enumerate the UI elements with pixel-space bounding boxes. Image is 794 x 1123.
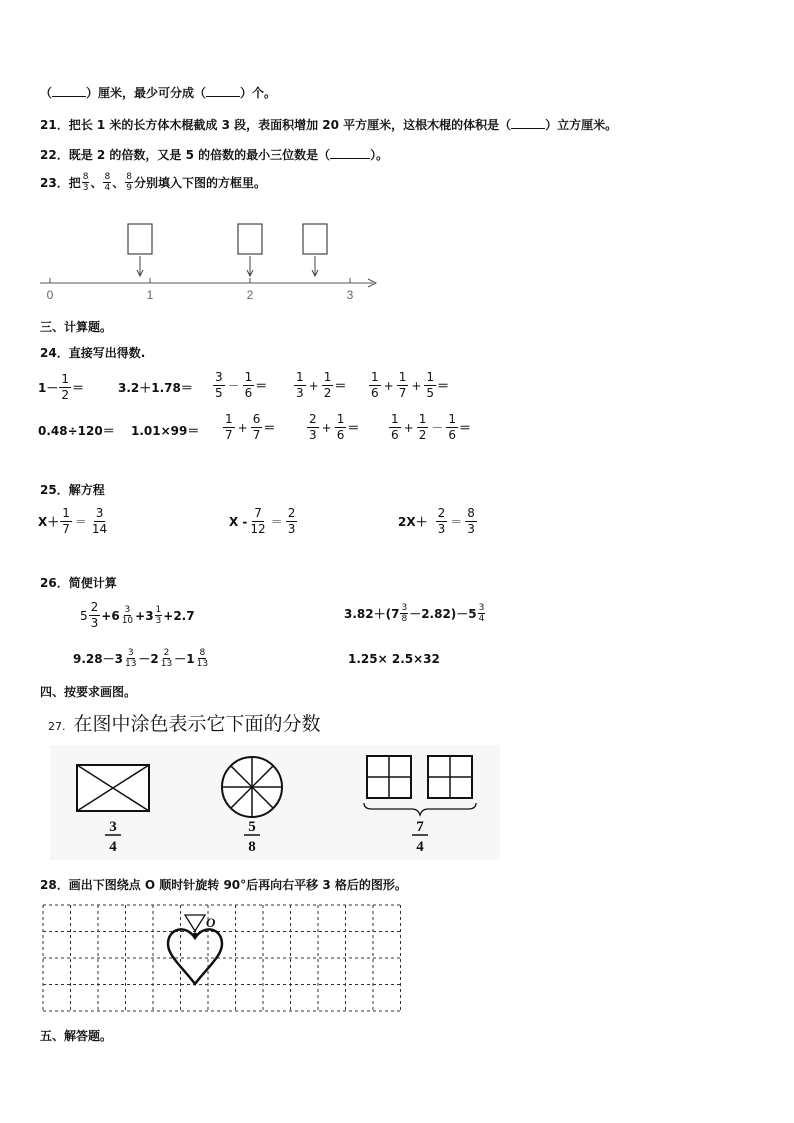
calc-a2: 3.2＋1.78＝ bbox=[118, 381, 193, 395]
section-5-heading: 五、解答题。 bbox=[40, 1029, 113, 1043]
question-27: 27. 在图中涂色表示它下面的分数 bbox=[48, 713, 321, 735]
fraction: $\frac{1}{3}$ bbox=[155, 605, 162, 626]
fraction: $\frac{8}{4}$ bbox=[104, 172, 111, 193]
question-23: 23． 把 $\frac{8}{3}$ 、 $\frac{8}{4}$ 、 $\frac{8}{9}$ 分别填入下图的方框里。 bbox=[40, 172, 266, 193]
equation-1: X＋ $\frac{1}{7}$ ＝ $\frac{3}{14}$ bbox=[38, 506, 108, 536]
fraction: $\frac{1}{6}$ bbox=[371, 370, 379, 400]
calc-a3: $\frac{3}{5}$ － $\frac{1}{6}$ ＝ bbox=[215, 370, 268, 400]
fraction: $\frac{3}{4}$ bbox=[478, 603, 485, 624]
fraction: $\frac{8}{13}$ bbox=[196, 648, 209, 669]
fraction: $\frac{1}{6}$ bbox=[391, 412, 399, 442]
tick-label-3: 3 bbox=[346, 288, 354, 302]
fraction: $\frac{1}{2}$ bbox=[418, 412, 427, 442]
equation-3: 2X＋ $\frac{2}{3}$ ＝ $\frac{8}{3}$ bbox=[398, 506, 475, 536]
question-21: 21．把长 1 米的长方体木棍截成 3 段，表面积增加 20 平方厘米，这根木棍的体积是（ ）立方厘米。 bbox=[40, 118, 618, 132]
tick-label-0: 0 bbox=[46, 288, 54, 302]
answer-box-3[interactable] bbox=[303, 224, 327, 254]
calc-b5: $\frac{1}{6}$ + $\frac{1}{2}$ － $\frac{1}{6}$ ＝ bbox=[391, 412, 472, 442]
calc-b2: 1.01×99＝ bbox=[131, 424, 200, 438]
fraction: $\frac{1}{6}$ bbox=[336, 412, 345, 442]
label-7-4-den: 4 bbox=[416, 839, 424, 855]
fraction: $\frac{1}{7}$ bbox=[62, 506, 70, 536]
fraction: $\frac{8}{9}$ bbox=[126, 172, 132, 193]
fraction: $\frac{8}{3}$ bbox=[82, 172, 89, 193]
fraction: $\frac{2}{3}$ bbox=[287, 506, 296, 536]
calc-b3: $\frac{1}{7}$ + $\frac{6}{7}$ ＝ bbox=[225, 412, 276, 442]
fraction: $\frac{1}{3}$ bbox=[296, 370, 304, 400]
fraction: $\frac{1}{6}$ bbox=[244, 370, 253, 400]
q20-tail: （ ）厘米，最少可分成（ ）个。 bbox=[40, 86, 277, 100]
calc-a1: 1－ $\frac{1}{2}$ ＝ bbox=[38, 372, 85, 402]
label-5-8-num: 5 bbox=[248, 819, 256, 835]
tick-label-2: 2 bbox=[246, 288, 254, 302]
answer-box-2[interactable] bbox=[238, 224, 262, 254]
question-25: 25．解方程 bbox=[40, 483, 105, 497]
fraction: $\frac{8}{3}$ bbox=[467, 506, 475, 536]
section-4-heading: 四、按要求画图。 bbox=[40, 685, 137, 699]
label-3-4-num: 3 bbox=[109, 819, 117, 835]
square-shape-2[interactable] bbox=[428, 756, 472, 798]
fraction: $\frac{2}{3}$ bbox=[90, 600, 99, 630]
answer-blank[interactable] bbox=[330, 147, 370, 159]
simplify-2: 3.82＋(7 $\frac{3}{8}$ －2.82)－5 $\frac{3}{4}$ bbox=[344, 603, 485, 624]
dashed-grid-figure bbox=[40, 902, 406, 1016]
circle-shape[interactable] bbox=[222, 757, 282, 817]
answer-blank[interactable] bbox=[511, 117, 545, 129]
calc-b4: $\frac{2}{3}$ + $\frac{1}{6}$ ＝ bbox=[309, 412, 360, 442]
section-3-heading: 三、计算题。 bbox=[40, 320, 113, 334]
fraction: $\frac{3}{10}$ bbox=[121, 605, 134, 626]
tick-label-1: 1 bbox=[146, 288, 154, 302]
simplify-3: 9.28－3 $\frac{3}{13}$ －2 $\frac{2}{13}$ －1 $\frac{8}{13}$ bbox=[73, 648, 209, 669]
answer-box-1[interactable] bbox=[128, 224, 152, 254]
fraction: $\frac{6}{7}$ bbox=[252, 412, 261, 442]
fraction: $\frac{7}{12}$ bbox=[250, 506, 266, 536]
fraction: $\frac{3}{13}$ bbox=[124, 648, 137, 669]
fraction: $\frac{1}{2}$ bbox=[61, 372, 69, 402]
label-3-4-den: 4 bbox=[109, 839, 117, 855]
fraction: $\frac{3}{8}$ bbox=[401, 603, 408, 624]
fraction: $\frac{1}{2}$ bbox=[323, 370, 332, 400]
question-28: 28．画出下图绕点 O 顺时针旋转 90°后再向右平移 3 格后的图形。 bbox=[40, 878, 407, 892]
answer-blank[interactable] bbox=[206, 85, 240, 97]
equation-2: X - $\frac{7}{12}$ ＝ $\frac{2}{3}$ bbox=[229, 506, 296, 536]
fraction: $\frac{1}{5}$ bbox=[426, 370, 435, 400]
fraction: $\frac{1}{6}$ bbox=[448, 412, 456, 442]
fraction: $\frac{3}{14}$ bbox=[91, 506, 108, 536]
label-5-8-den: 8 bbox=[248, 839, 256, 855]
question-24: 24．直接写出得数. bbox=[40, 346, 146, 360]
fraction-shapes-figure bbox=[50, 745, 500, 860]
dashed-grid bbox=[43, 905, 401, 1011]
question-26: 26．简便计算 bbox=[40, 576, 117, 590]
simplify-1: 5 $\frac{2}{3}$ +6 $\frac{3}{10}$ +3 $\frac{1}{3}$ +2.7 bbox=[80, 600, 195, 630]
fraction: $\frac{2}{13}$ bbox=[160, 648, 173, 669]
fraction: $\frac{3}{5}$ bbox=[215, 370, 223, 400]
calc-a5: $\frac{1}{6}$ + $\frac{1}{7}$ + $\frac{1}{5}$ ＝ bbox=[371, 370, 450, 400]
calc-a4: $\frac{1}{3}$ + $\frac{1}{2}$ ＝ bbox=[296, 370, 347, 400]
fraction: $\frac{1}{7}$ bbox=[225, 412, 233, 442]
point-o-label: O bbox=[206, 915, 216, 930]
question-22: 22．既是 2 的倍数，又是 5 的倍数的最小三位数是（ ）。 bbox=[40, 148, 389, 162]
fraction: $\frac{2}{3}$ bbox=[437, 506, 446, 536]
fraction: $\frac{1}{7}$ bbox=[398, 370, 407, 400]
calc-b1: 0.48÷120＝ bbox=[38, 424, 115, 438]
square-shape-1[interactable] bbox=[367, 756, 411, 798]
rectangle-shape[interactable] bbox=[77, 765, 149, 811]
simplify-4: 1.25× 2.5×32 bbox=[348, 652, 440, 666]
label-7-4-num: 7 bbox=[416, 819, 424, 835]
fraction: $\frac{2}{3}$ bbox=[309, 412, 317, 442]
answer-blank[interactable] bbox=[52, 85, 86, 97]
number-line bbox=[38, 215, 388, 305]
